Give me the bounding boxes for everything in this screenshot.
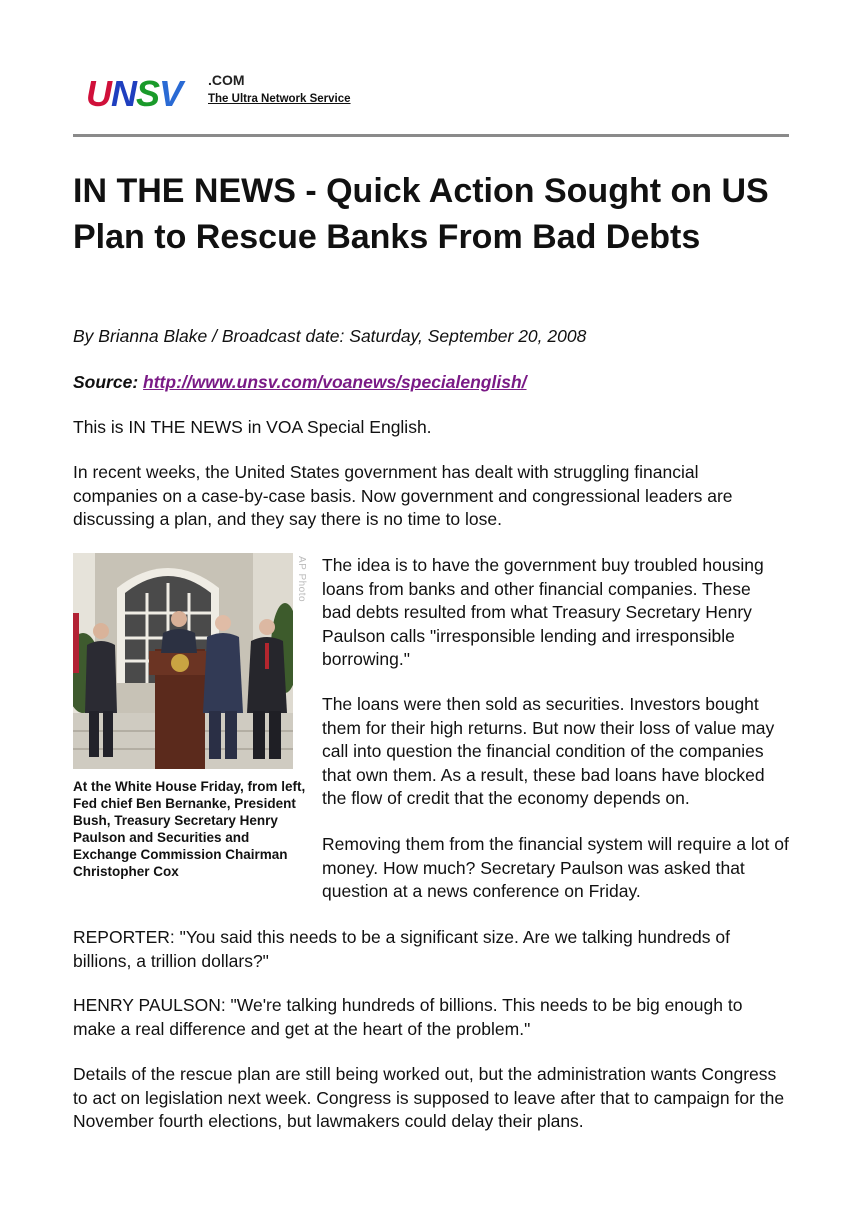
header-divider — [73, 134, 789, 137]
article-byline: By Brianna Blake / Broadcast date: Saturday, September 20, 2008 — [73, 326, 587, 346]
logo-tagline: The Ultra Network Service — [208, 93, 351, 105]
photo-credit: AP Photo — [296, 556, 307, 603]
logo-com: .COM — [208, 72, 245, 88]
paragraph: Removing them from the financial system will require a lot of money. How much? Secretary Paulson was asked that question at a news conference on Friday. — [322, 834, 789, 901]
paragraph: The loans were then sold as securities. Investors bought them for their high returns. But now their loss of value may call into question the financial condition of the companies that own them. As a result, these bad loans have blocked the flow of credit that the economy depends on. — [322, 694, 775, 808]
paragraph: The idea is to have the government buy troubled housing loans from banks and other financial companies. These bad debts resulted from what Treasury Secretary Henry Paulson calls "irresponsible lending and irresponsible borrowing." — [322, 555, 764, 669]
unsv-logo[interactable] — [86, 68, 386, 116]
article-title: IN THE NEWS - Quick Action Sought on US Plan to Rescue Banks From Bad Debts — [73, 172, 769, 256]
white-house-photo — [73, 553, 293, 769]
article-source — [73, 372, 527, 393]
photo-caption: At the White House Friday, from left, Fed chief Ben Bernanke, President Bush, Treasury Secretary Henry Paulson and Securities and Exchange Commission Chairman Christopher Cox — [73, 779, 306, 879]
source-link[interactable]: http://www.unsv.com/voanews/specialenglish/ — [143, 372, 527, 392]
paragraph: Details of the rescue plan are still being worked out, but the administration wants Congress to act on legislation next week. Congress is supposed to leave after that to campaign for the November fourth elections, but lawmakers could delay their plans. — [73, 1064, 785, 1131]
paragraph-reporter: REPORTER: "You said this needs to be a significant size. Are we talking hundreds of billions, a trillion dollars?" — [73, 927, 730, 971]
paragraph-paulson: HENRY PAULSON: "We're talking hundreds of billions. This needs to be big enough to make a real difference and get at the heart of the problem." — [73, 995, 743, 1039]
paragraph: In recent weeks, the United States government has dealt with struggling financial companies on a case-by-case basis. Now government and congressional leaders are discussing a plan, and they say there is no time to lose. — [73, 462, 733, 529]
logo-wordmark: UNSV — [86, 73, 183, 114]
paragraph-intro: This is IN THE NEWS in VOA Special English. — [73, 417, 432, 437]
source-label: Source: — [73, 372, 139, 392]
